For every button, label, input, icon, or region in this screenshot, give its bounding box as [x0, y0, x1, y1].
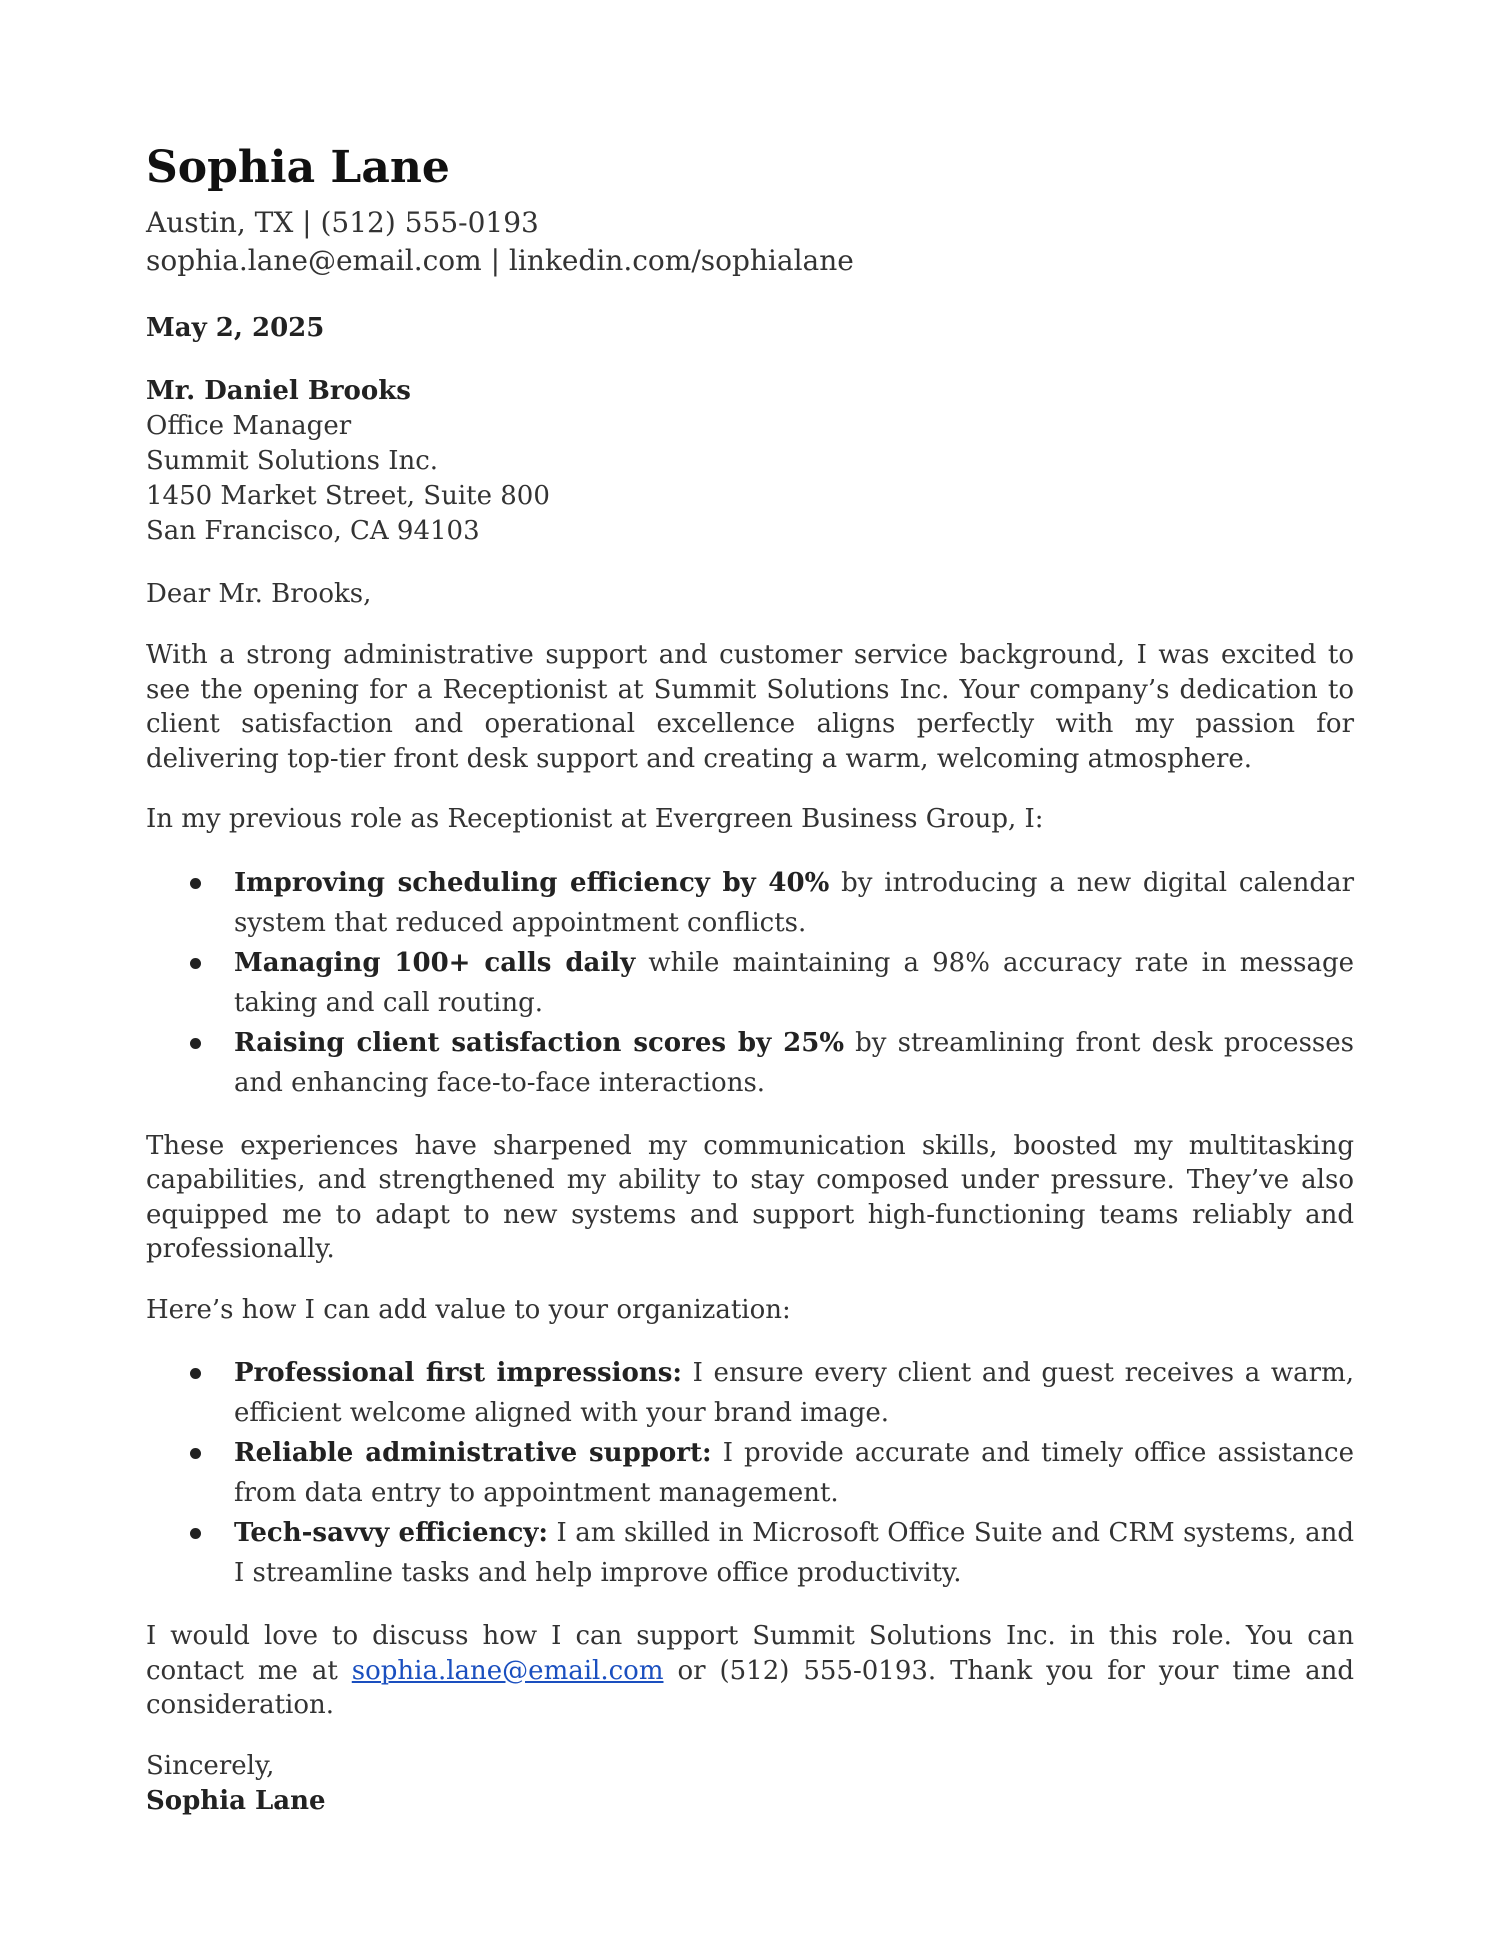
achievement-text: by introducing a new digital calendar system that reduced appointment conflicts.	[234, 867, 1354, 938]
achievement-text: while maintaining a 98% accuracy rate in message taking and call routing.	[234, 947, 1354, 1018]
list-item	[146, 1513, 1354, 1593]
value-point-title: Tech-savvy efficiency:	[234, 1518, 548, 1548]
bullet-icon	[190, 958, 201, 969]
achievements-list	[146, 863, 1354, 1103]
value-points-list	[146, 1353, 1354, 1593]
bullet-icon	[190, 878, 201, 889]
bullet-icon	[190, 1528, 201, 1539]
previous-role-paragraph: In my previous role as Receptionist at Evergreen Business Group, I:	[146, 804, 1044, 834]
achievement-text: by streamlining front desk processes and enhancing face-to-face interactions.	[234, 1027, 1354, 1098]
achievement-highlight: Raising client satisfaction scores by 25%	[234, 1027, 845, 1058]
value-point-title: Reliable administrative support:	[234, 1438, 712, 1468]
list-item	[146, 1023, 1354, 1103]
recipient-city: San Francisco, CA 94103	[146, 516, 480, 546]
signoff: Sincerely,	[146, 1750, 275, 1781]
recipient-name: Mr. Daniel Brooks	[146, 376, 411, 406]
salutation: Dear Mr. Brooks,	[146, 579, 372, 609]
recipient-street: 1450 Market Street, Suite 800	[146, 481, 550, 511]
closing-text-after: or (512) 555-0193. Thank you for your time and consideration.	[146, 1655, 1354, 1720]
value-point-text: I am skilled in Microsoft Office Suite and CRM systems, and I streamline tasks and help improve office productivity.	[234, 1518, 1354, 1588]
value-point-text: I provide accurate and timely office assistance from data entry to appointment management.	[234, 1438, 1354, 1508]
experience-summary-paragraph: These experiences have sharpened my communication skills, boosted my multitasking capabilities, and strengthened my ability to stay composed under pressure. They’ve also equipped me to adapt to new systems and support high-functioning teams reliably and professionally.	[146, 1130, 1354, 1264]
recipient-title: Office Manager	[146, 411, 352, 441]
signature-name: Sophia Lane	[146, 1785, 326, 1816]
bullet-icon	[190, 1448, 201, 1459]
achievement-highlight: Managing 100+ calls daily	[234, 947, 636, 978]
letter-header	[146, 140, 1354, 280]
achievement-highlight: Improving scheduling efficiency by 40%	[234, 867, 830, 898]
intro-paragraph: With a strong administrative support and customer service background, I was excited to see the opening for a Receptionist at Summit Solutions Inc. Your company’s dedication to client satisfaction and operational excellence aligns perfectly with my passion for delivering top-tier front desk support and creating a warm, welcoming atmosphere.	[146, 640, 1354, 774]
closing-text-before: I would love to discuss how I can support Summit Solutions Inc. in this role. You can contact me at	[146, 1621, 1354, 1686]
list-item	[146, 1353, 1354, 1433]
bullet-icon	[190, 1038, 201, 1049]
bullet-icon	[190, 1368, 201, 1379]
list-item	[146, 863, 1354, 943]
letter-date: May 2, 2025	[146, 313, 325, 343]
list-item	[146, 943, 1354, 1023]
recipient-block	[146, 374, 1354, 549]
recipient-company: Summit Solutions Inc.	[146, 446, 439, 476]
sender-location-phone: Austin, TX | (512) 555-0193	[146, 206, 539, 239]
cover-letter-page	[146, 140, 1354, 1819]
sender-email-linkedin: sophia.lane@email.com | linkedin.com/sophialane	[146, 244, 854, 277]
closing-paragraph	[146, 1619, 1354, 1723]
signoff-block	[146, 1749, 1354, 1819]
list-item	[146, 1433, 1354, 1513]
value-intro-paragraph: Here’s how I can add value to your organization:	[146, 1294, 791, 1325]
email-link[interactable]: sophia.lane@email.com	[351, 1655, 664, 1686]
value-point-title: Professional first impressions:	[234, 1358, 682, 1388]
sender-name: Sophia Lane	[146, 142, 450, 193]
value-point-text: I ensure every client and guest receives a warm, efficient welcome aligned with your brand image.	[234, 1358, 1354, 1428]
